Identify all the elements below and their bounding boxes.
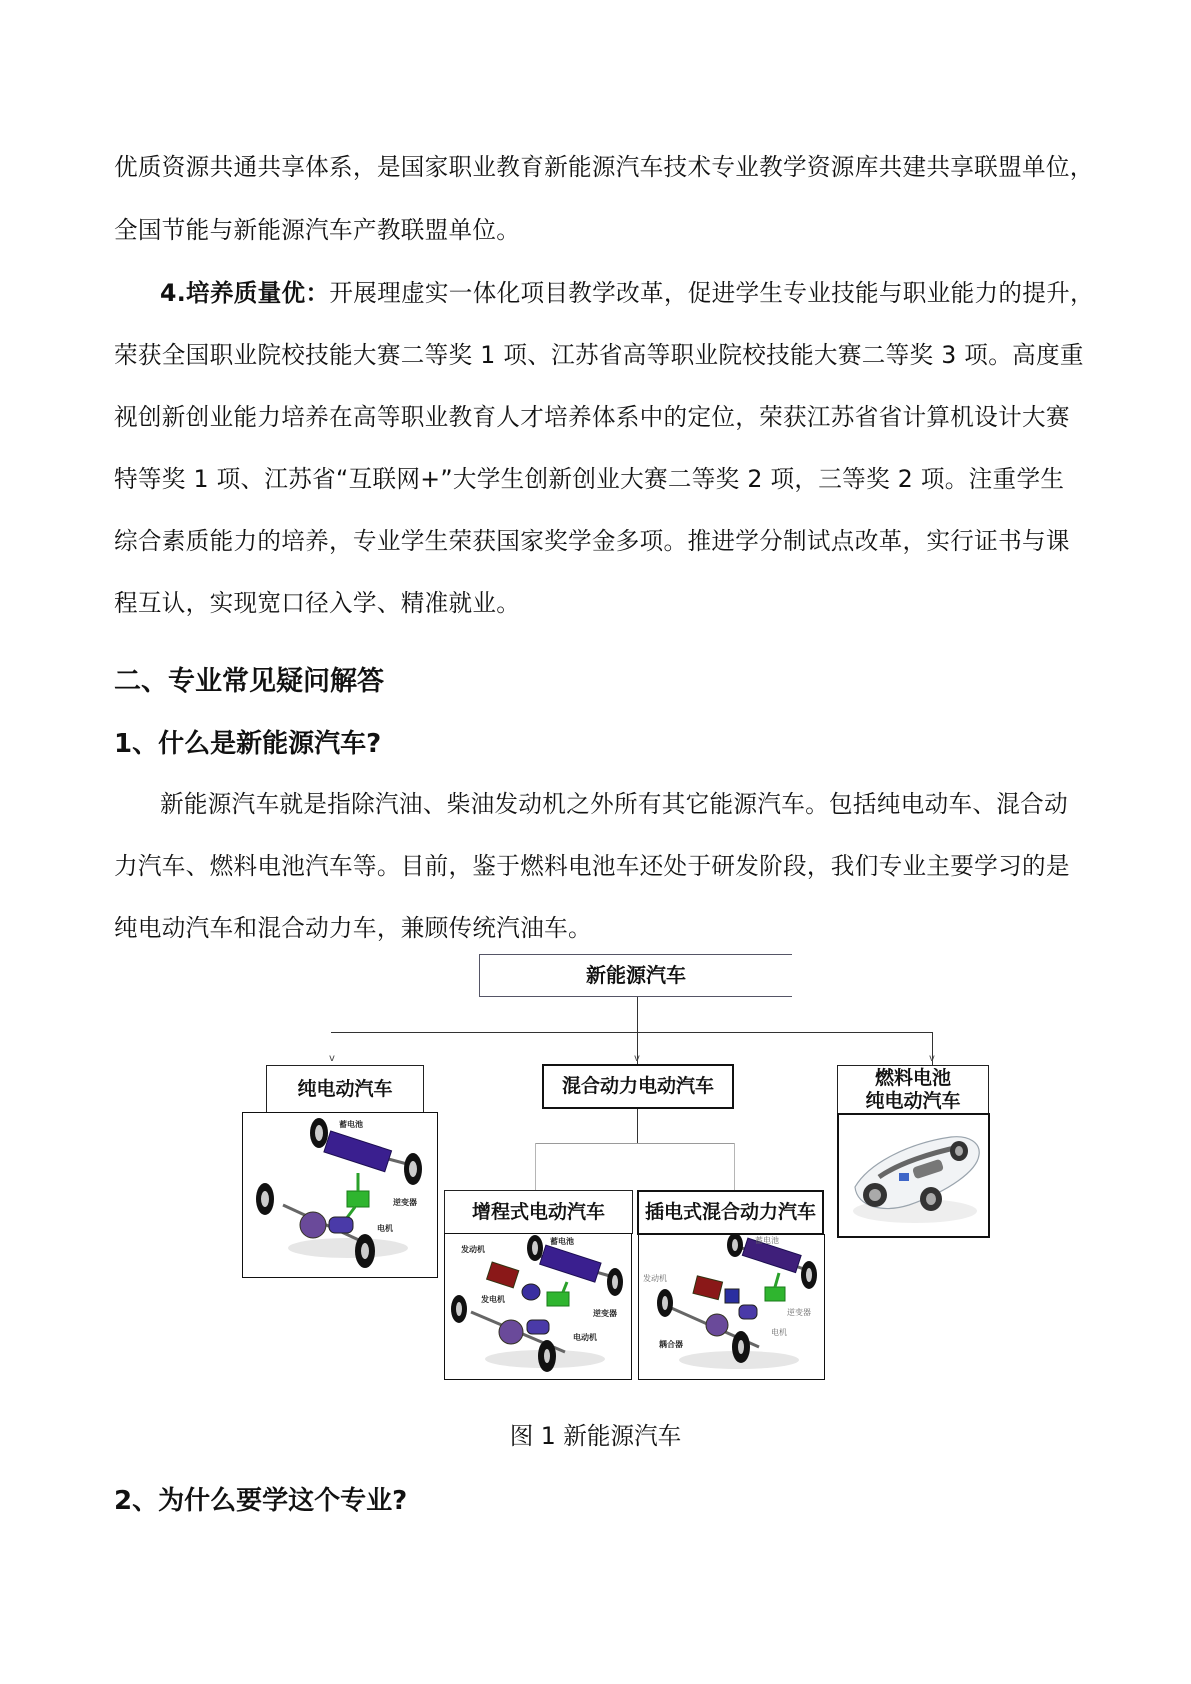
- fcev-car-illustration: [839, 1115, 988, 1236]
- diagram-phev-box: [637, 1190, 824, 1235]
- paragraph-line: 优质资源共通共享体系，是国家职业教育新能源汽车技术专业教学资源库共建共享联盟单位，: [114, 153, 1094, 181]
- diagram-bev-label: 纯电动汽车: [297, 1077, 393, 1100]
- paragraph-line: 荣获全国职业院校技能大赛二等奖 1 项、江苏省高等职业院校技能大赛二等奖 3 项。高度重: [114, 341, 1084, 369]
- erev-label-motor: 电动机: [573, 1333, 597, 1342]
- diagram-root-label: 新能源汽车: [586, 963, 686, 987]
- diagram-hybrid-box: [542, 1064, 734, 1109]
- erev-chassis-illustration: [445, 1234, 632, 1380]
- diagram-bev-box: [266, 1065, 424, 1113]
- phev-label-motor: 电机: [771, 1328, 787, 1337]
- phev-label-coupler: 耦合器: [659, 1340, 683, 1349]
- paragraph-line: 程互认，实现宽口径入学、精准就业。: [114, 589, 521, 617]
- bev-chassis-image: [242, 1112, 438, 1278]
- diagram-hybrid-label: 混合动力电动汽车: [561, 1075, 714, 1097]
- connector-line: [637, 1109, 638, 1143]
- bev-chassis-illustration: [243, 1113, 438, 1278]
- phev-label-inverter: 逆变器: [787, 1308, 811, 1317]
- erev-label-generator: 发电机: [481, 1295, 505, 1304]
- paragraph-line: 新能源汽车就是指除汽油、柴油发动机之外所有其它能源汽车。包括纯电动车、混合动: [160, 790, 1068, 818]
- question-heading: 2、为什么要学这个专业?: [114, 1486, 408, 1516]
- arrow-down-icon: v: [634, 1053, 640, 1064]
- erev-label-battery: 蓄电池: [550, 1237, 574, 1246]
- diagram-phev-label: 插电式混合动力汽车: [644, 1201, 816, 1223]
- question-heading: 1、什么是新能源汽车?: [114, 729, 382, 759]
- figure-caption: 图 1 新能源汽车: [509, 1422, 682, 1450]
- connector-line: [734, 1143, 735, 1190]
- fcev-car-image: [837, 1113, 990, 1238]
- erev-label-inverter: 逆变器: [593, 1309, 617, 1318]
- arrow-down-icon: v: [329, 1053, 335, 1064]
- erev-label-engine: 发动机: [461, 1245, 485, 1254]
- phev-label-engine: 发动机: [643, 1274, 667, 1283]
- phev-chassis-illustration: [639, 1235, 825, 1380]
- paragraph-line: 纯电动汽车和混合动力车，兼顾传统汽油车。: [114, 914, 592, 942]
- diagram-fcev-label-line2: 纯电动汽车: [865, 1089, 961, 1112]
- paragraph-line: 视创新创业能力培养在高等职业教育人才培养体系中的定位，荣获江苏省省计算机设计大赛: [114, 403, 1070, 431]
- phev-label-battery: 蓄电池: [755, 1236, 779, 1245]
- diagram-erev-box: [444, 1190, 633, 1234]
- paragraph-line: 力汽车、燃料电池汽车等。目前，鉴于燃料电池车还处于研发阶段，我们专业主要学习的是: [114, 852, 1070, 880]
- bev-label-motor: 电机: [377, 1224, 393, 1233]
- diagram-root-box: [479, 954, 792, 997]
- diagram-erev-label: 增程式电动汽车: [471, 1200, 605, 1223]
- arrow-down-icon: v: [929, 1053, 935, 1064]
- bev-label-inverter: 逆变器: [393, 1198, 417, 1207]
- bev-label-battery: 蓄电池: [339, 1120, 363, 1129]
- paragraph-line: [160, 279, 1094, 307]
- diagram-fcev-label-line1: 燃料电池: [874, 1066, 951, 1089]
- connector-line: [535, 1143, 536, 1190]
- phev-chassis-image: [638, 1234, 825, 1380]
- connector-line: [535, 1143, 735, 1144]
- section-heading: 二、专业常见疑问解答: [114, 666, 384, 697]
- paragraph-line: 综合素质能力的培养，专业学生荣获国家奖学金多项。推进学分制试点改革，实行证书与课: [114, 527, 1070, 555]
- paragraph-line: 特等奖 1 项、江苏省“互联网+”大学生创新创业大赛二等奖 2 项，三等奖 2 项。注重学生: [114, 465, 1065, 493]
- paragraph-text: 开展理虚实一体化项目教学改革，促进学生专业技能与职业能力的提升，: [329, 279, 1094, 307]
- diagram-fcev-box: [837, 1065, 989, 1114]
- connector-line: [331, 1032, 933, 1033]
- paragraph-lead: 4.培养质量优：: [160, 279, 330, 307]
- erev-chassis-image: [444, 1233, 632, 1380]
- paragraph-line: 全国节能与新能源汽车产教联盟单位。: [114, 216, 521, 244]
